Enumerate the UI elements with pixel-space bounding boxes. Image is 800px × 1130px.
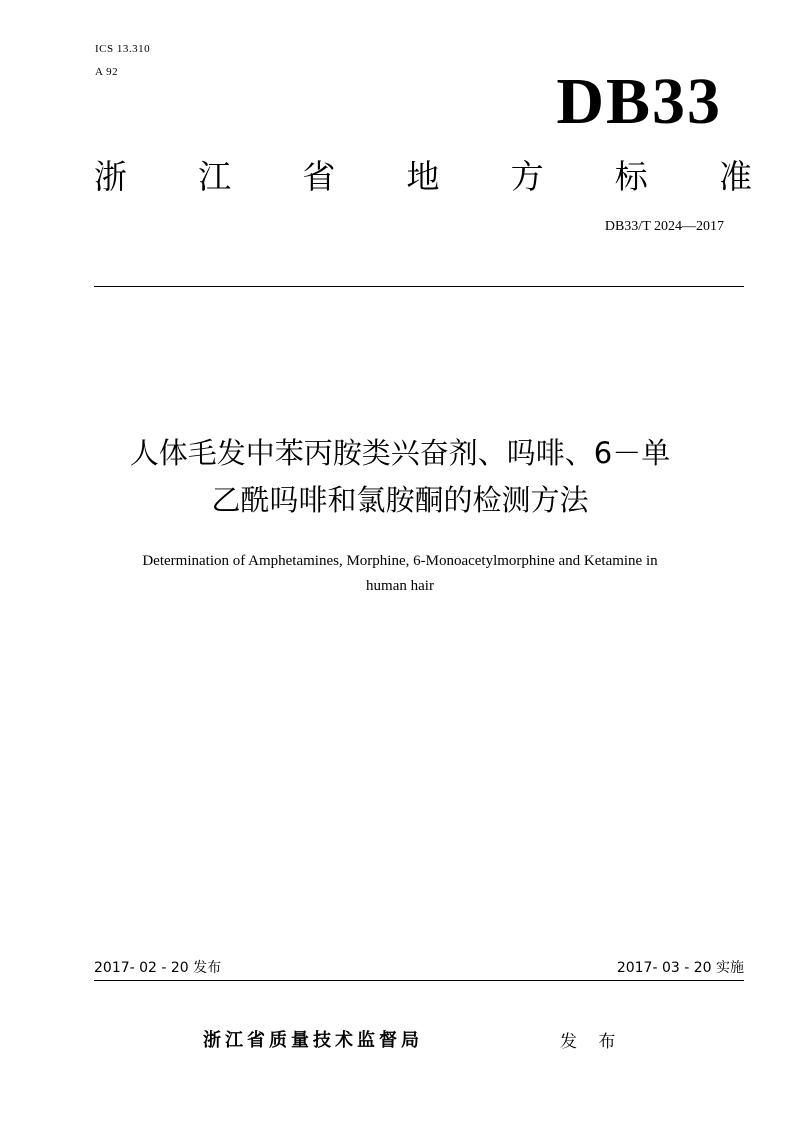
- standard-type-char: 浙: [94, 157, 127, 196]
- issue-label: 发 布: [560, 1032, 624, 1052]
- title-en-line2: human hair: [366, 578, 434, 594]
- db-code-logo: DB33: [556, 65, 722, 138]
- issuing-authority: 浙江省质量技术监督局: [203, 1030, 423, 1051]
- classification-code: A 92: [95, 66, 119, 78]
- ics-code: ICS 13.310: [95, 43, 151, 55]
- standard-type-char: 省: [302, 157, 336, 196]
- title-cn-line1: 人体毛发中苯丙胺类兴奋剂、吗啡、6－单: [129, 436, 671, 470]
- title-cn-line2: 乙酰吗啡和氯胺酮的检测方法: [211, 483, 589, 517]
- standard-type-char: 准: [718, 157, 752, 196]
- header-divider: [94, 286, 744, 287]
- standard-type: [94, 157, 752, 197]
- standard-type-char: 地: [406, 157, 440, 196]
- standard-type-char: 方: [510, 157, 544, 196]
- standard-type-char: 江: [198, 157, 232, 196]
- date-row: [94, 958, 744, 981]
- publish-date: 2017- 02 - 20 发布: [94, 960, 222, 976]
- implement-date: 2017- 03 - 20 实施: [616, 960, 744, 976]
- title-en-line1: Determination of Amphetamines, Morphine, 6-Monoacetylmorphine and Ketamine in: [142, 553, 658, 569]
- standard-type-char: 标: [614, 157, 648, 196]
- standard-number: DB33/T 2024—2017: [604, 219, 724, 234]
